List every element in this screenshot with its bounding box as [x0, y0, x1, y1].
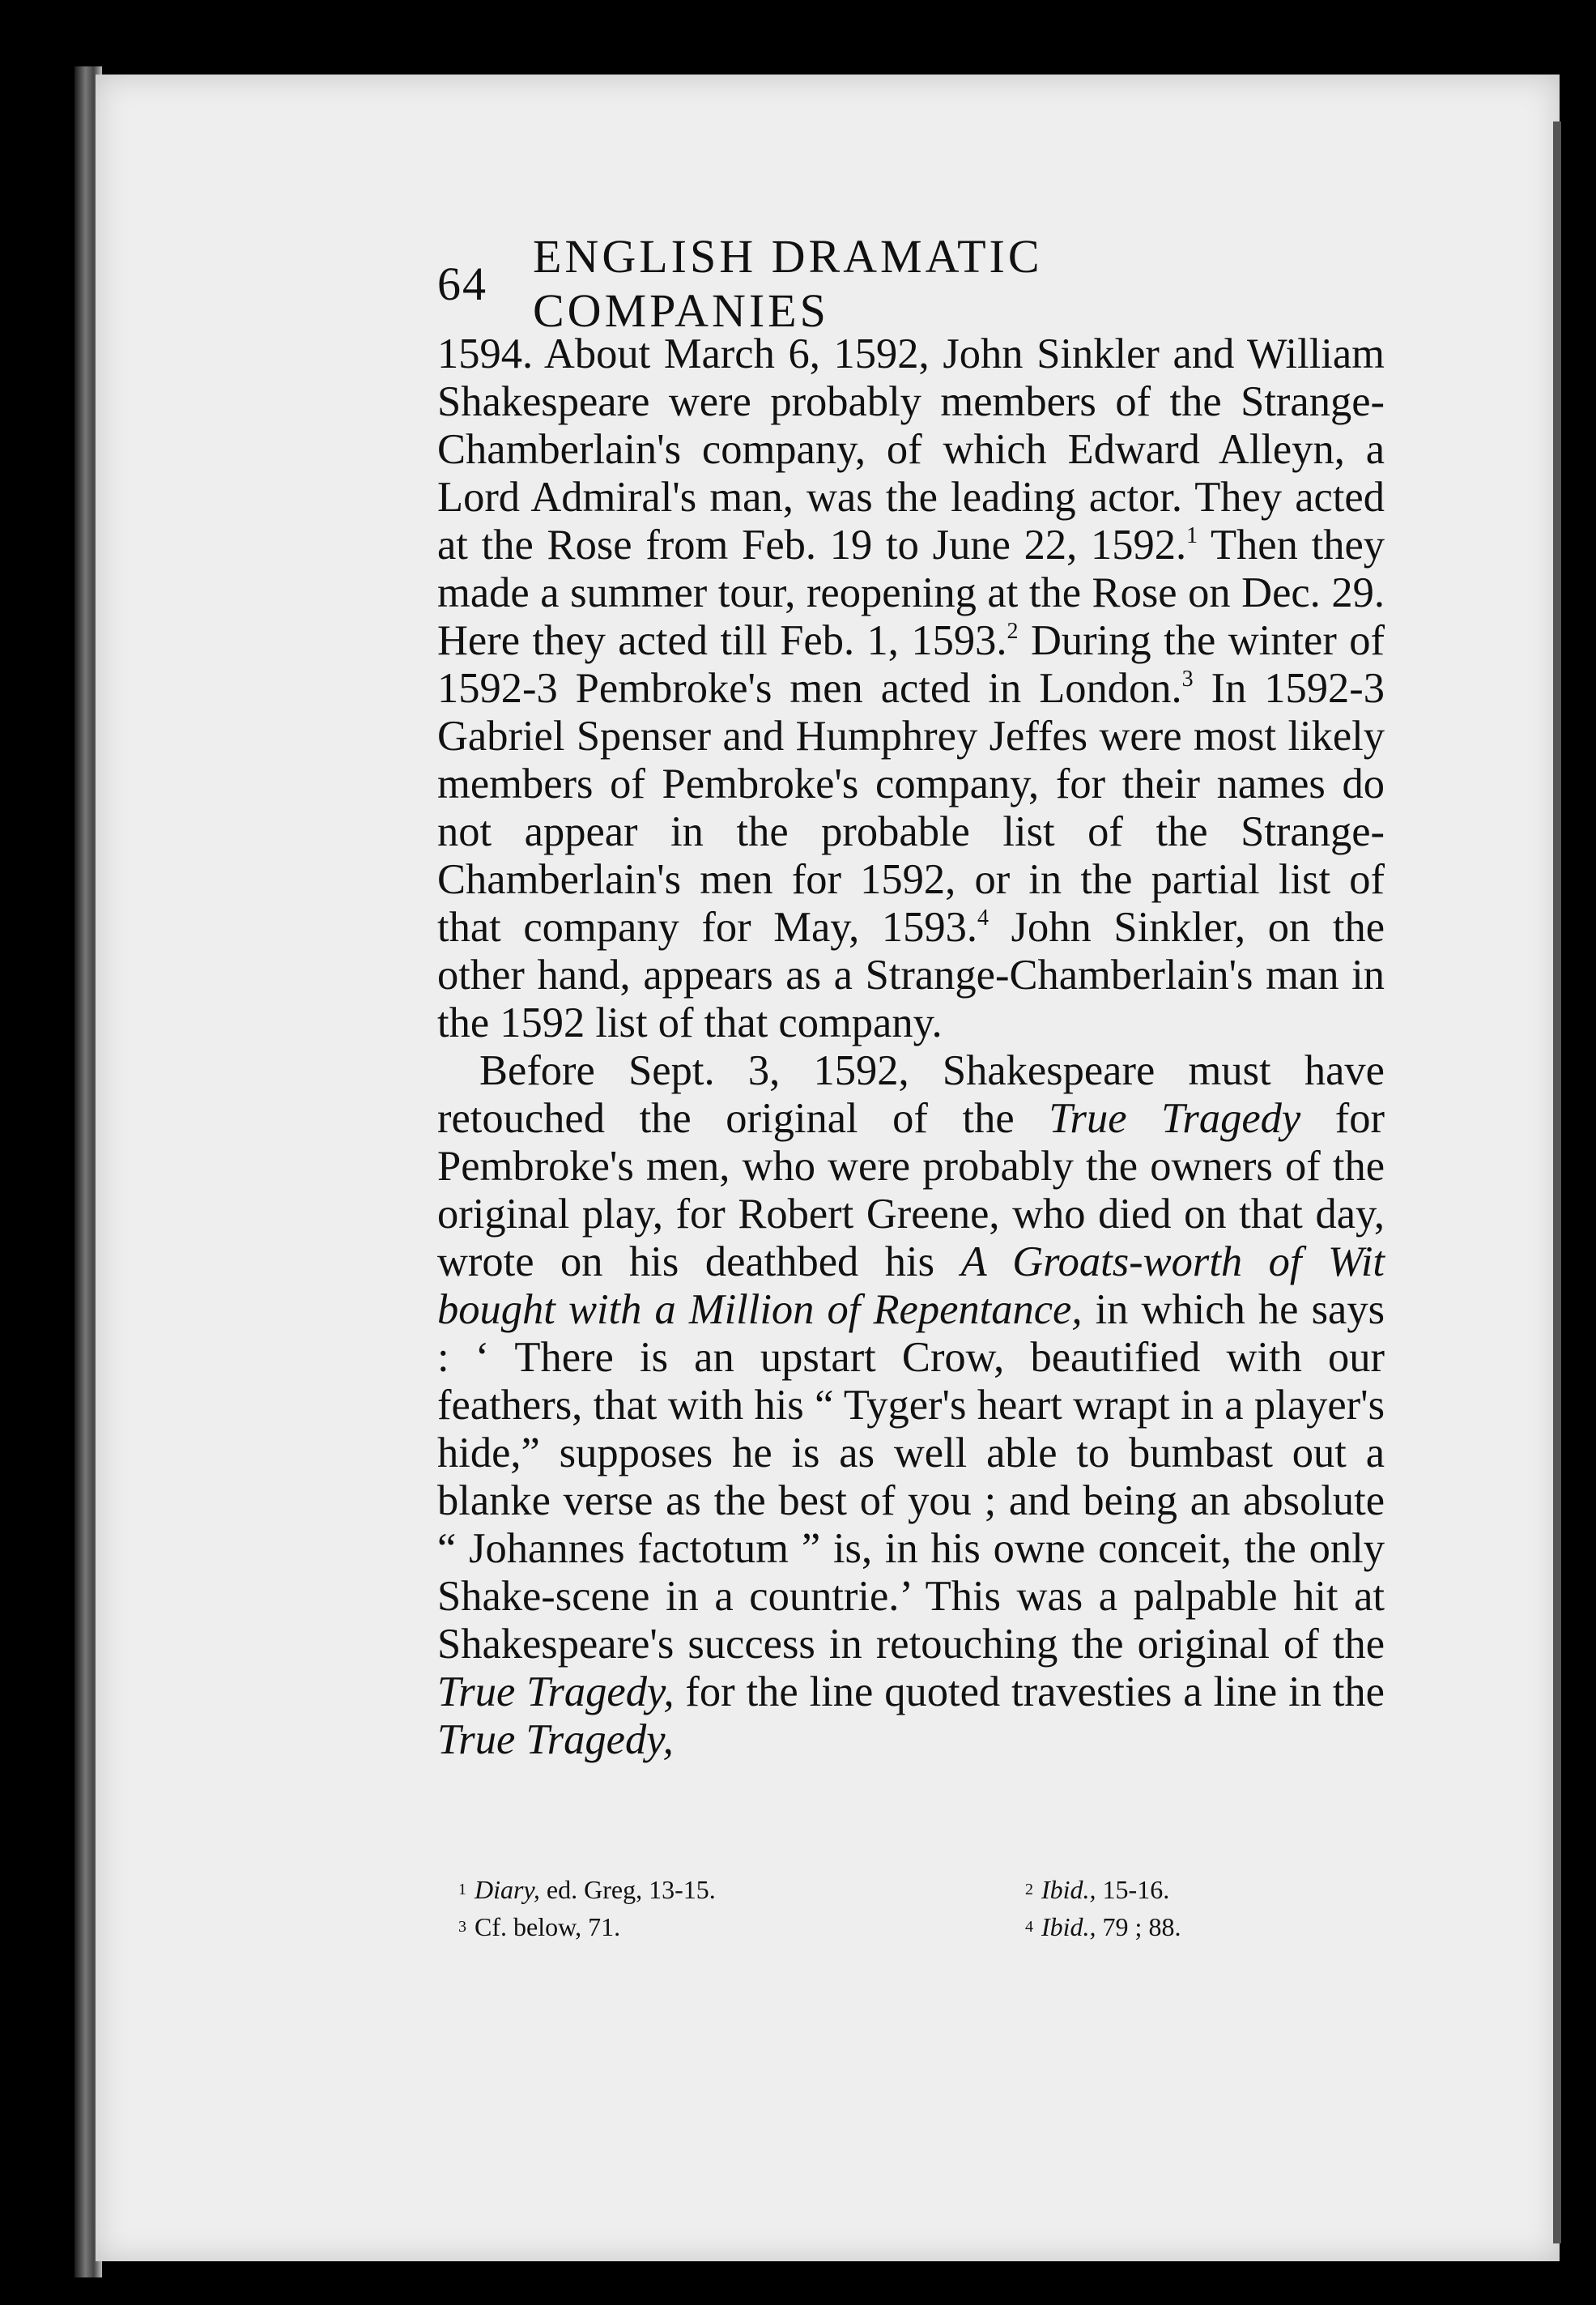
footnote-row	[437, 1908, 1385, 1945]
paragraph	[437, 1047, 1385, 1764]
footnotes	[437, 1871, 1385, 1945]
italic-title: A Groats-worth of Wit bought with a Million of Repentance,	[437, 1238, 1385, 1333]
footnote-italic: Ibid.,	[1041, 1912, 1096, 1941]
text-run: During the winter of 1592-3 Pembroke's men acted in London.	[437, 617, 1385, 712]
text-run: 1594. About March 6, 1592, John Sinkler and William Shakespeare were probably members of the Strange-Chamberlain's company, of which Edward Alleyn, a Lord Admiral's man, was the leading actor. They acted at the Rose from Feb. 19 to June 22, 1592.	[437, 330, 1385, 569]
running-head	[437, 230, 1287, 337]
footnote-reference: 3	[1181, 667, 1194, 692]
footnote-3	[437, 1908, 1025, 1945]
footnote-reference: 2	[1007, 619, 1019, 644]
footnote-italic: Ibid.,	[1041, 1875, 1096, 1904]
text-run: for Pembroke's men, who were probably the owners of the original play, for Robert Greene, who died on that day, wrote on his deathbed his	[437, 1095, 1385, 1285]
footnote-mark: 4	[1025, 1918, 1033, 1936]
text-run: Before Sept. 3, 1592, Shakespeare must have retouched the original of the	[437, 1047, 1385, 1142]
italic-title: True Tragedy,	[437, 1716, 674, 1763]
footnote-mark: 3	[458, 1918, 466, 1936]
footnote-1	[437, 1871, 1025, 1908]
footnote-mark: 2	[1025, 1881, 1033, 1898]
paragraph	[437, 330, 1385, 1047]
footnote-row	[437, 1871, 1385, 1908]
footnote-text: ed. Greg, 13-15.	[539, 1875, 716, 1904]
text-run: Then they made a summer tour, reopening at the Rose on Dec. 29. Here they acted till Feb. 1, 1593.	[437, 522, 1385, 664]
running-title: ENGLISH DRAMATIC COMPANIES	[533, 230, 1043, 337]
footnote-reference: 1	[1186, 523, 1198, 548]
footnote-text: Cf. below, 71.	[475, 1912, 621, 1941]
text-run: in which he says : ‘ There is an upstart Crow, beautified with our feathers, that with his “ Tyger's heart wrapt in a player's hide,” supposes he is as well able to bumbast out a blanke verse as the best of you ; and being an absolute “ Johannes factotum ” is, in his owne conceit, the only Shake-scene in a countrie.’ This was a palpable hit at Shakespeare's success in retouching the original of the	[437, 1286, 1385, 1668]
text-run: John Sinkler, on the other hand, appears as a Strange-Chamberlain's man in the 1592 list of that company.	[437, 904, 1385, 1046]
footnote-reference: 4	[977, 905, 989, 931]
text-run: for the line quoted travesties a line in the	[674, 1668, 1385, 1715]
page-right-edge	[1553, 121, 1561, 2243]
footnote-text: 79 ; 88.	[1096, 1912, 1181, 1941]
italic-title: True Tragedy,	[437, 1668, 675, 1715]
footnote-2	[1025, 1871, 1349, 1908]
text-run: In 1592-3 Gabriel Spenser and Humphrey Jeffes were most likely members of Pembroke's company, for their names do not appear in the probable list of the Strange-Chamberlain's men for 1592, or in the partial list of that company for May, 1593.	[437, 665, 1385, 951]
page-number: 64	[437, 257, 487, 310]
footnote-italic: Diary,	[475, 1875, 540, 1904]
footnote-mark: 1	[458, 1881, 466, 1898]
body-text	[437, 330, 1385, 1764]
footnote-4	[1025, 1908, 1349, 1945]
footnote-text: 15-16.	[1096, 1875, 1170, 1904]
italic-title: True Tragedy	[1049, 1095, 1301, 1142]
